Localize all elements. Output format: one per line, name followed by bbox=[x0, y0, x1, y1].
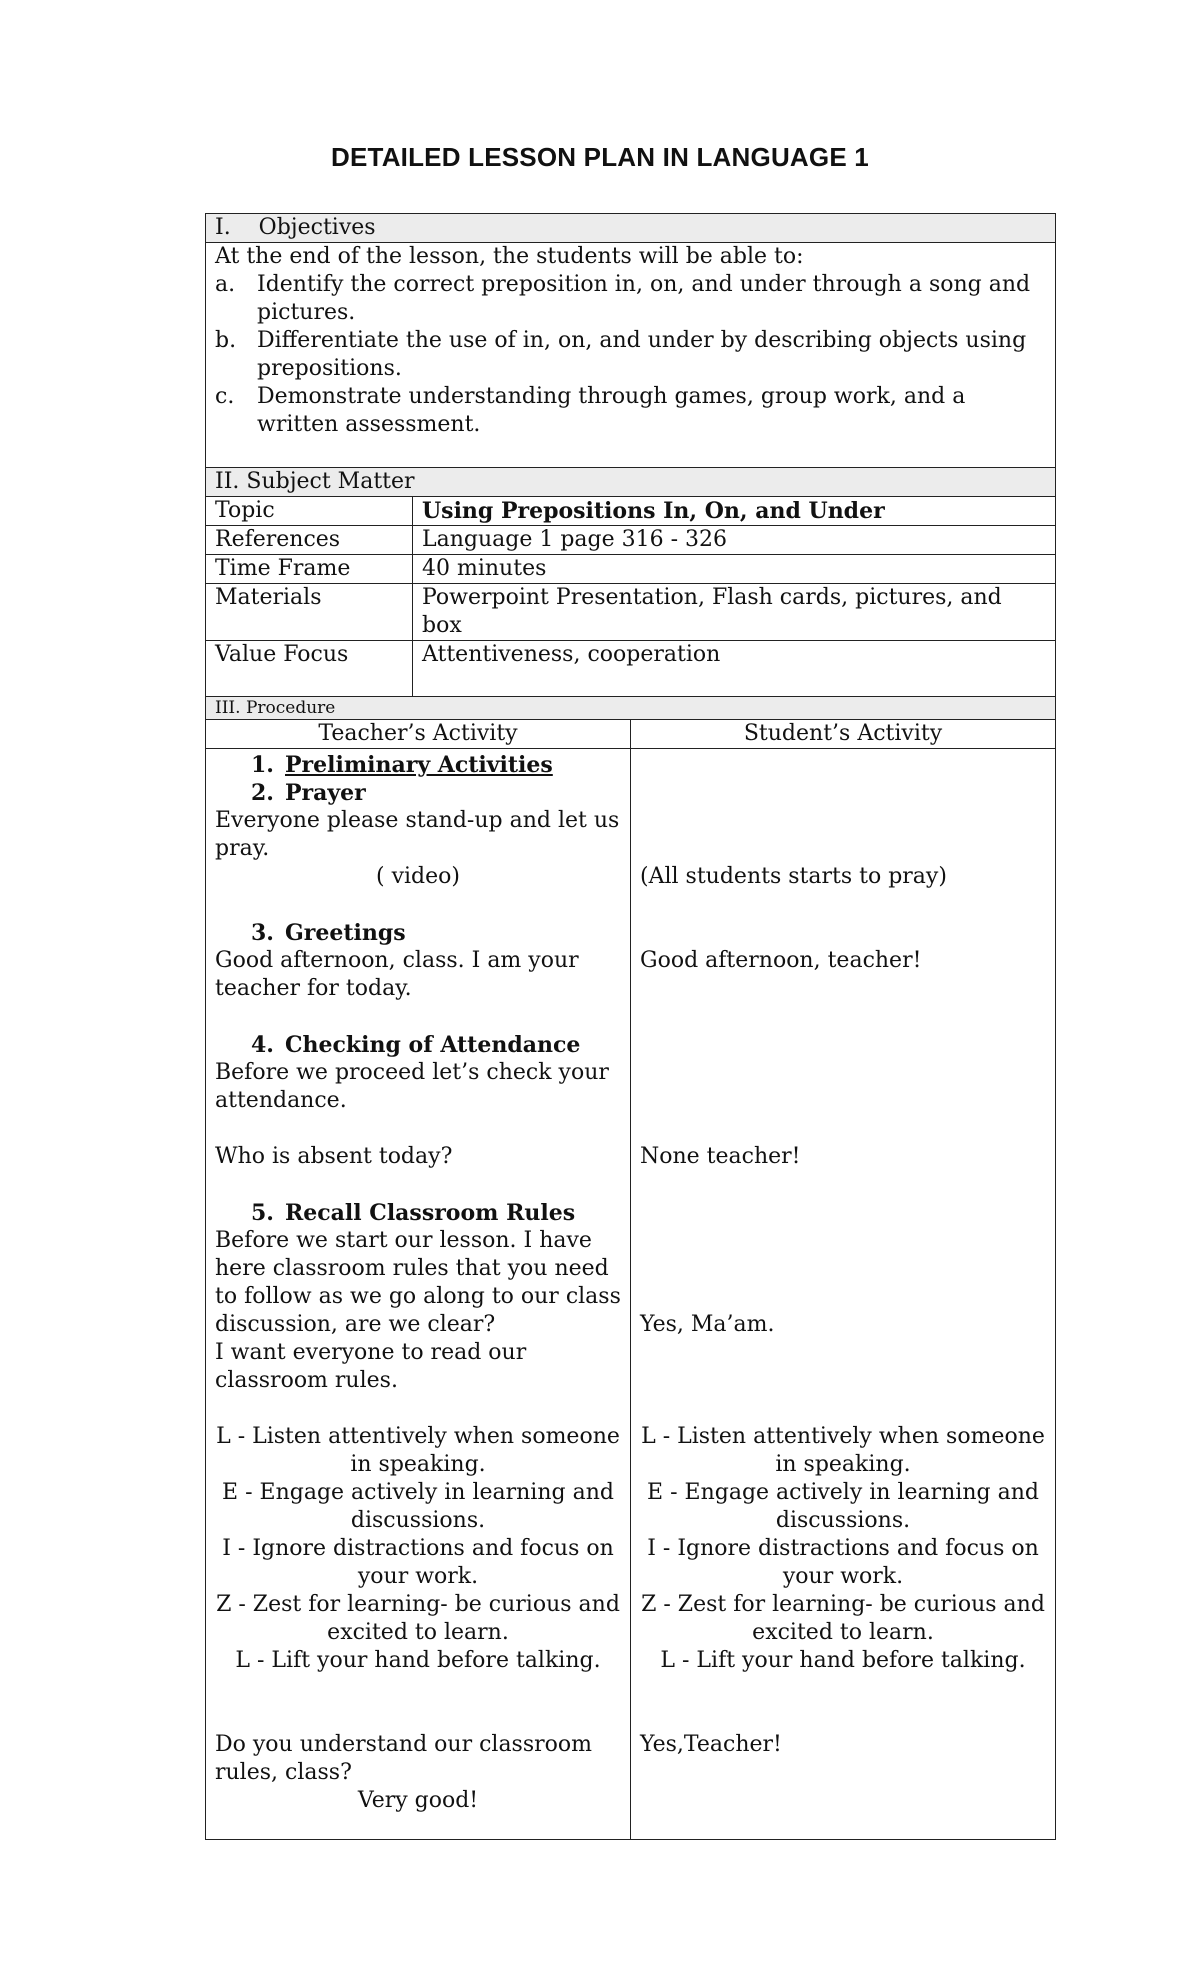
objective-text: Differentiate the use of in, on, and under by describing objects using prepositions. bbox=[257, 328, 1027, 381]
rules-intro: Before we start our lesson. I have here classroom rules that you need to follow as we go along to our class discussion, are we clear? bbox=[215, 1228, 621, 1337]
lesson-plan-sheet bbox=[205, 213, 1056, 1840]
row-value: 40 minutes bbox=[413, 554, 1056, 583]
student-understand-response: Yes,Teacher! bbox=[640, 1732, 782, 1757]
rule-item: E - Engage actively in learning and discussions. bbox=[647, 1480, 1039, 1533]
absent-question: Who is absent today? bbox=[215, 1144, 453, 1169]
objective-marker: c. bbox=[215, 384, 235, 409]
praise-text: Very good! bbox=[357, 1788, 479, 1813]
objective-marker: a. bbox=[215, 272, 236, 297]
student-activity-cell bbox=[631, 749, 1056, 1840]
document-title: DETAILED LESSON PLAN IN LANGUAGE 1 bbox=[331, 142, 869, 172]
subject-row-topic bbox=[206, 496, 1056, 525]
row-value: Using Prepositions In, On, and Under bbox=[413, 496, 1056, 525]
row-label: References bbox=[206, 525, 413, 554]
row-value: Attentiveness, cooperation bbox=[413, 640, 1056, 697]
objective-marker: b. bbox=[215, 328, 237, 353]
rule-item: I - Ignore distractions and focus on your work. bbox=[647, 1536, 1039, 1589]
objective-item bbox=[215, 383, 1046, 439]
objectives-body bbox=[206, 243, 1056, 468]
subject-matter-table bbox=[205, 467, 1056, 698]
objectives-heading-text: Objectives bbox=[258, 215, 376, 240]
row-label: Materials bbox=[206, 583, 413, 640]
subject-row-time-frame bbox=[206, 554, 1056, 583]
rule-item: L - Lift your hand before talking. bbox=[660, 1648, 1026, 1673]
understand-question: Do you understand our classroom rules, class? bbox=[215, 1732, 593, 1785]
student-rules-list bbox=[640, 1423, 1046, 1675]
greeting-text: Good afternoon, class. I am your teacher for today. bbox=[215, 948, 579, 1001]
subject-row-value-focus bbox=[206, 640, 1056, 697]
teacher-activity-header: Teacher’s Activity bbox=[206, 720, 631, 749]
objectives-intro: At the end of the lesson, the students will be able to: bbox=[215, 244, 804, 269]
section-heading-prayer: 2. Prayer bbox=[251, 780, 366, 806]
section-heading-attendance: 4. Checking of Attendance bbox=[251, 1032, 581, 1058]
rule-item: E - Engage actively in learning and discussions. bbox=[222, 1480, 614, 1533]
student-absent-response: None teacher! bbox=[640, 1144, 801, 1169]
rule-item: L - Listen attentively when someone in speaking. bbox=[641, 1424, 1045, 1477]
prayer-instruction: Everyone please stand-up and let us pray. bbox=[215, 808, 620, 861]
objective-text: Demonstrate understanding through games, group work, and a written assessment. bbox=[257, 384, 966, 437]
objectives-list bbox=[215, 271, 1046, 439]
rule-item: I - Ignore distractions and focus on your work. bbox=[222, 1536, 614, 1589]
objective-text: Identify the correct preposition in, on, and under through a song and pictures. bbox=[257, 272, 1031, 325]
section-heading-preliminary: 1. Preliminary Activities bbox=[251, 752, 553, 778]
teacher-rules-list bbox=[215, 1423, 621, 1675]
objectives-table bbox=[205, 213, 1056, 468]
subject-row-references bbox=[206, 525, 1056, 554]
read-rules-instruction: I want everyone to read our classroom rules. bbox=[215, 1340, 527, 1393]
subject-row-materials bbox=[206, 583, 1056, 640]
objective-item bbox=[215, 271, 1046, 327]
section-heading-greetings: 3. Greetings bbox=[251, 920, 406, 946]
section-heading-rules: 5. Recall Classroom Rules bbox=[251, 1200, 576, 1226]
student-activity-header: Student’s Activity bbox=[631, 720, 1056, 749]
rule-item: Z - Zest for learning- be curious and excited to learn. bbox=[216, 1592, 620, 1645]
objective-item bbox=[215, 327, 1046, 383]
procedure-table bbox=[205, 696, 1056, 1840]
rule-item: L - Lift your hand before talking. bbox=[235, 1648, 601, 1673]
objectives-heading bbox=[206, 214, 1056, 243]
rule-item: L - Listen attentively when someone in speaking. bbox=[216, 1424, 620, 1477]
row-label: Topic bbox=[206, 496, 413, 525]
video-note: ( video) bbox=[376, 864, 460, 889]
row-value: Language 1 page 316 - 326 bbox=[413, 525, 1056, 554]
row-label: Value Focus bbox=[206, 640, 413, 697]
subject-matter-heading: II. Subject Matter bbox=[206, 467, 1056, 496]
row-value: Powerpoint Presentation, Flash cards, pictures, and box bbox=[413, 583, 1056, 640]
student-greet-response: Good afternoon, teacher! bbox=[640, 948, 922, 973]
procedure-heading: III. Procedure bbox=[206, 697, 1056, 720]
teacher-activity-cell bbox=[206, 749, 631, 1840]
objectives-heading-num: I. bbox=[215, 215, 231, 240]
student-pray-response: (All students starts to pray) bbox=[640, 864, 947, 889]
attendance-text: Before we proceed let’s check your attendance. bbox=[215, 1060, 609, 1113]
student-clear-response: Yes, Ma’am. bbox=[640, 1312, 775, 1337]
rule-item: Z - Zest for learning- be curious and excited to learn. bbox=[641, 1592, 1045, 1645]
row-label: Time Frame bbox=[206, 554, 413, 583]
